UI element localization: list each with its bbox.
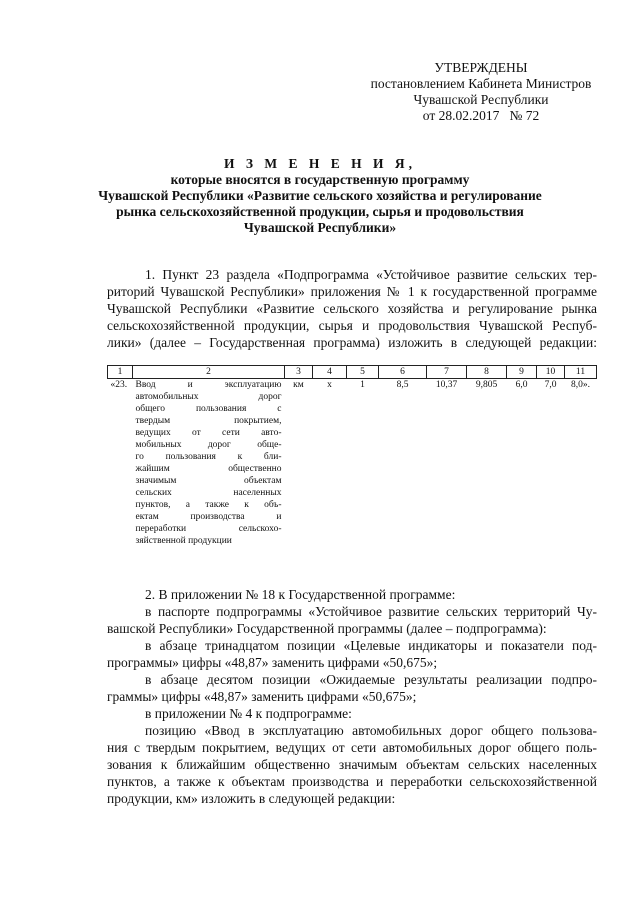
desc-line: зяйственной продукции — [135, 536, 232, 546]
section2-line: продукции, км» изложить в следующей редакции: — [107, 791, 396, 806]
desc-line: мобильных дорог обще- — [135, 440, 282, 450]
column-header: 3 — [285, 366, 313, 379]
column-header: 10 — [537, 366, 565, 379]
column-header: 5 — [347, 366, 379, 379]
value-cell: 9,805 — [475, 380, 498, 390]
desc-line: сельских населенных — [135, 488, 282, 498]
section2-line: ния с твердым покрытием, ведущих от сети автомобильных дорог общего поль- — [107, 740, 597, 755]
para1-line: лики» (далее – Государственная программа) изложить в следующей редакции: — [107, 335, 597, 350]
document-title — [40, 156, 600, 236]
section2-line: программы» цифры «48,87» заменить цифрами «50,675»; — [107, 655, 438, 670]
table-header-row — [108, 366, 597, 379]
desc-line: твердым покрытием, — [135, 416, 282, 426]
column-header: 9 — [507, 366, 537, 379]
desc-line: ектам производства и — [135, 512, 282, 522]
column-header: 1 — [108, 366, 133, 379]
title-line: рынка сельскохозяйственной продукции, сырья и продовольствия — [116, 204, 524, 219]
title-line: которые вносятся в государственную программу — [170, 172, 470, 187]
column-header: 6 — [379, 366, 427, 379]
column-header: 4 — [313, 366, 347, 379]
section2-intro: 2. В приложении № 18 к Государственной программе: — [145, 587, 456, 602]
section2-line: зования к ближайшим общественно значимым объектам сельских населенных — [107, 757, 597, 772]
para1-line: риторий Чувашской Республики» приложения № 1 к государственной программе — [107, 284, 597, 299]
desc-line: переработки сельскохо- — [135, 524, 282, 534]
desc-line: автомобильных дорог — [135, 392, 282, 402]
approval-stamp — [366, 60, 596, 124]
section2-line: в абзаце десятом позиции «Ожидаемые результаты реализации подпро- — [145, 672, 597, 687]
section2-line: вашской Республики» Государственной программы (далее – подпрограмма): — [107, 621, 547, 636]
desc-line: ведущих от сети авто- — [135, 428, 282, 438]
unit-cell: км — [293, 380, 304, 390]
value-cell: 6,0 — [515, 380, 528, 390]
value-cell: 8,5 — [396, 380, 409, 390]
desc-line: значимым объектам — [135, 476, 282, 486]
desc-line: жайшим общественно — [135, 464, 282, 474]
para1-line: 1. Пункт 23 раздела «Подпрограмма «Устойчивое развитие сельских тер- — [145, 267, 597, 282]
row-number: «23. — [110, 380, 128, 390]
desc-line: го пользования к бли- — [135, 452, 282, 462]
para1-line: сельскохозяйственной продукции, сырья и продовольствия Чувашской Респуб- — [107, 318, 597, 333]
desc-line: Ввод и эксплуатацию — [135, 380, 282, 390]
value-cell: 1 — [360, 380, 365, 390]
title-main: И З М Е Н Е Н И Я, — [223, 156, 416, 171]
section2-line: граммы» цифры «48,87» заменить цифрами «50,675»; — [107, 689, 417, 704]
row-description — [133, 379, 285, 548]
approval-line: постановлением Кабинета Министров — [370, 76, 592, 91]
section2-line: в абзаце тринадцатом позиции «Целевые индикаторы и показатели под- — [145, 638, 597, 653]
amendment-table — [107, 365, 596, 547]
column-header: 8 — [467, 366, 507, 379]
para1-line: Чувашской Республики «Развитие сельского хозяйства и регулирование рынка — [107, 301, 597, 316]
column-header: 11 — [565, 366, 597, 379]
value-cell: 10,37 — [435, 380, 458, 390]
value-cell: 8,0». — [571, 380, 590, 390]
section2-line: пунктов, а также к объектам производства и переработки сельскохозяйственной — [107, 774, 597, 789]
column-header: 2 — [133, 366, 285, 379]
section2-line: в паспорте подпрограммы «Устойчивое развитие сельских территорий Чу- — [145, 604, 597, 619]
section2-line: позицию «Ввод в эксплуатацию автомобильных дорог общего пользова- — [145, 723, 597, 738]
desc-line: общего пользования с — [135, 404, 282, 414]
value-cell: 7,0 — [544, 380, 557, 390]
desc-line: пунктов, а также к объ- — [135, 500, 282, 510]
title-line: Чувашской Республики «Развитие сельского хозяйства и регулирование — [98, 188, 542, 203]
table-row — [108, 379, 597, 548]
column-header: 7 — [427, 366, 467, 379]
approval-heading: УТВЕРЖДЕНЫ — [434, 60, 528, 75]
section2-line: в приложении № 4 к подпрограмме: — [145, 706, 352, 721]
title-line: Чувашской Республики» — [243, 220, 397, 235]
value-cell: х — [327, 380, 332, 390]
approval-date: от 28.02.2017 № 72 — [422, 108, 540, 123]
approval-line: Чувашской Республики — [413, 92, 549, 107]
